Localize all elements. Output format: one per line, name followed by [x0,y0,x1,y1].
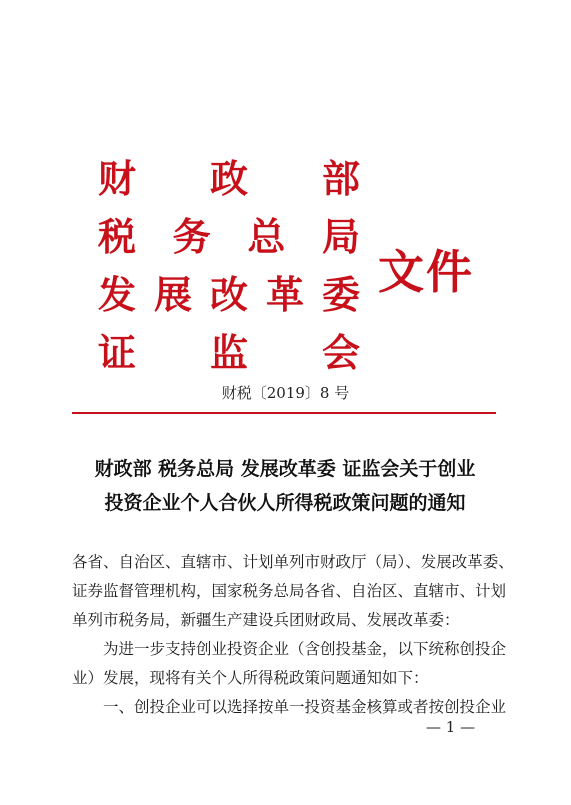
document-title [60,452,510,520]
issuer-char: 税 [98,215,137,259]
issuer-char: 政 [209,157,248,201]
paragraph-line: 一、创投企业可以选择按单一投资基金核算或者按创投企业 [103,698,507,716]
addressee-line: 证券监督管理机构，国家税务总局各省、自治区、直辖市、计划 [72,582,507,600]
red-divider-line [72,412,496,414]
issuer-char: 会 [321,331,360,375]
paragraph-line: 为进一步支持创业投资企业（含创投基金，以下统称创投企 [103,640,507,658]
document-number: 财税〔2019〕8 号 [221,384,350,402]
issuer-char: 总 [247,215,286,259]
issuer-char: 监 [209,331,248,375]
issuer-line-1 [98,150,360,208]
issuer-char: 局 [321,215,360,259]
issuer-char: 革 [265,273,304,317]
issuer-char: 部 [321,157,360,201]
issuer-char: 改 [209,273,248,317]
issuer-line-3 [98,266,360,324]
issuer-char: 证 [98,331,137,375]
issuer-char: 发 [98,273,137,317]
page-number: — 1 — [426,718,476,736]
addressee-line: 单列市税务局，新疆生产建设兵团财政局、发展改革委： [72,611,460,629]
issuer-char: 财 [98,157,137,201]
addressee-line: 各省、自治区、直辖市、计划单列市财政厅（局）、发展改革委、 [72,553,514,571]
issuer-line-4 [98,324,360,382]
issuing-authorities [98,150,360,382]
file-label: 文件 [378,245,474,299]
issuer-char: 委 [321,273,360,317]
issuer-char: 务 [172,215,211,259]
document-body [72,548,514,722]
issuer-line-2 [98,208,360,266]
issuer-char: 展 [153,273,192,317]
title-line-1: 财政部 税务总局 发展改革委 证监会关于创业 [94,458,476,480]
title-line-2: 投资企业个人合伙人所得税政策问题的通知 [104,492,466,514]
paragraph-line: 业）发展，现将有关个人所得税政策问题通知如下： [72,669,429,687]
